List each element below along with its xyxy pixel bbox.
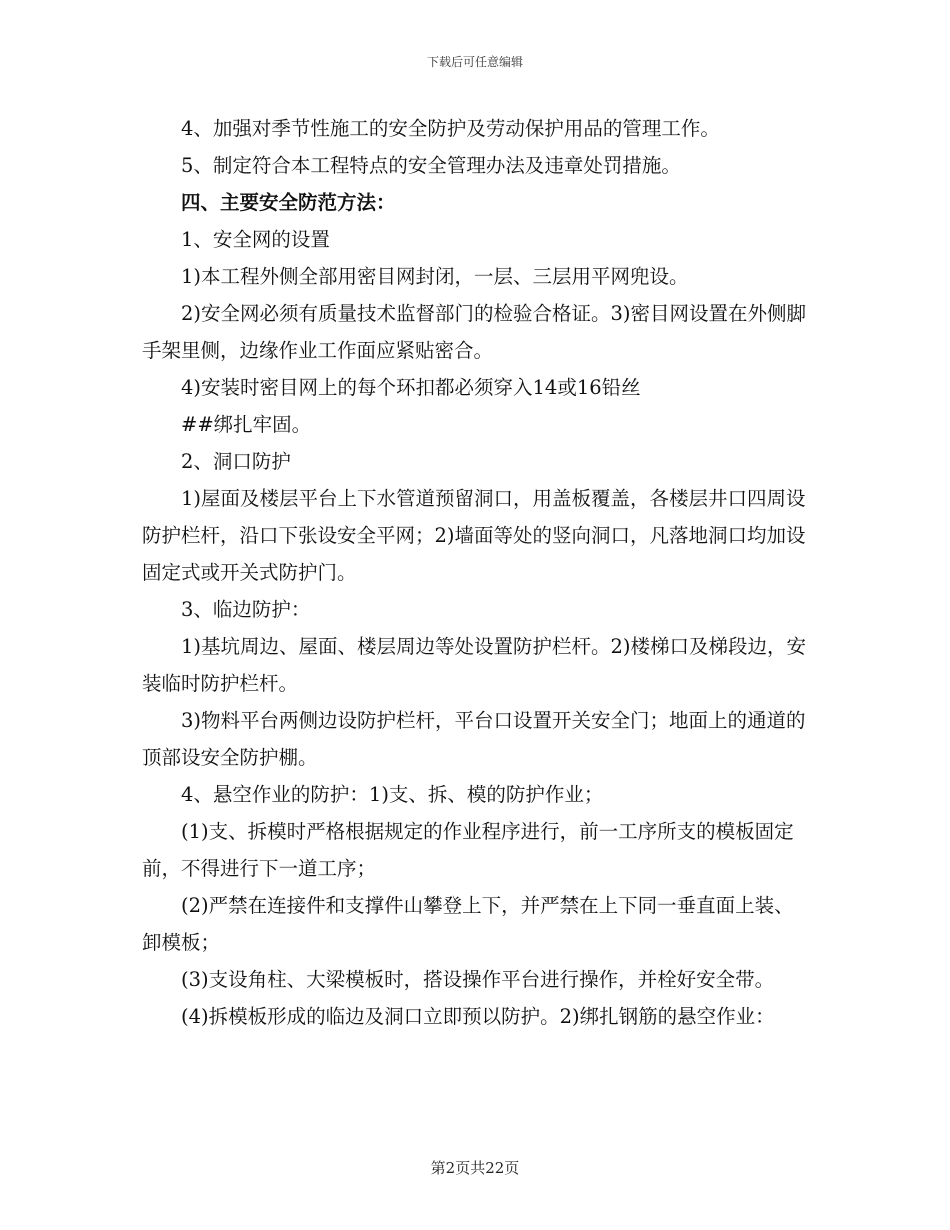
- paragraph-formwork-2: (2)严禁在连接件和支撑件山攀登上下，并严禁在上下同一垂直面上装、卸模板；: [142, 894, 794, 954]
- paragraph-edge-3: 3)物料平台两侧边设防护栏杆，平台口设置开关安全门；地面上的通道的顶部设安全防护棚。: [142, 709, 806, 769]
- subheading-opening-protection: 2、洞口防护: [181, 450, 291, 473]
- paragraph-formwork-3: (3)支设角柱、大梁模板时，搭设操作平台进行操作，并栓好安全带。: [181, 968, 775, 991]
- subheading-edge-protection: 3、临边防护：: [181, 598, 311, 621]
- paragraph-net-2-3: 2)安全网必须有质量技术监督部门的检验合格证。3)密目网设置在外侧脚手架里侧，边缘作业工作面应紧贴密合。: [142, 302, 807, 362]
- paragraph-item-4: 4、加强对季节性施工的安全防护及劳动保护用品的管理工作。: [181, 117, 720, 140]
- document-body: [142, 110, 807, 1035]
- paragraph-edge-1-2: 1)基坑周边、屋面、楼层周边等处设置防护栏杆。2)楼梯口及梯段边，安装临时防护栏杆。: [142, 635, 807, 695]
- paragraph-opening-1-2: 1)屋面及楼层平台上下水管道预留洞口，用盖板覆盖，各楼层井口四周设防护栏杆，沿口下张设安全平网；2)墙面等处的竖向洞口，凡落地洞口均加设固定式或开关式防护门。: [142, 487, 806, 584]
- paragraph-net-4: 4)安装时密目网上的每个环扣都必须穿入14或16铅丝: [181, 376, 641, 399]
- subheading-safety-net: 1、安全网的设置: [181, 228, 330, 251]
- paragraph-net-4-cont: ##绑扎牢固。: [181, 413, 312, 436]
- subheading-suspended-work: 4、悬空作业的防护：1)支、拆、模的防护作业；: [181, 783, 604, 806]
- section-heading-safety-methods: 四、主要安全防范方法：: [181, 191, 396, 214]
- paragraph-formwork-4: (4)拆模板形成的临边及洞口立即预以防护。2)绑扎钢筋的悬空作业：: [181, 1005, 775, 1028]
- page-number-footer: 第2页共22页: [430, 1159, 520, 1177]
- paragraph-formwork-1: (1)支、拆模时严格根据规定的作业程序进行，前一工序所支的模板固定前，不得进行下一道工序；: [142, 820, 794, 880]
- paragraph-item-5: 5、制定符合本工程特点的安全管理办法及违章处罚措施。: [181, 154, 681, 177]
- page-header: 下载后可任意编辑: [426, 55, 523, 69]
- paragraph-net-1: 1)本工程外侧全部用密目网封闭，一层、三层用平网兜设。: [181, 265, 689, 288]
